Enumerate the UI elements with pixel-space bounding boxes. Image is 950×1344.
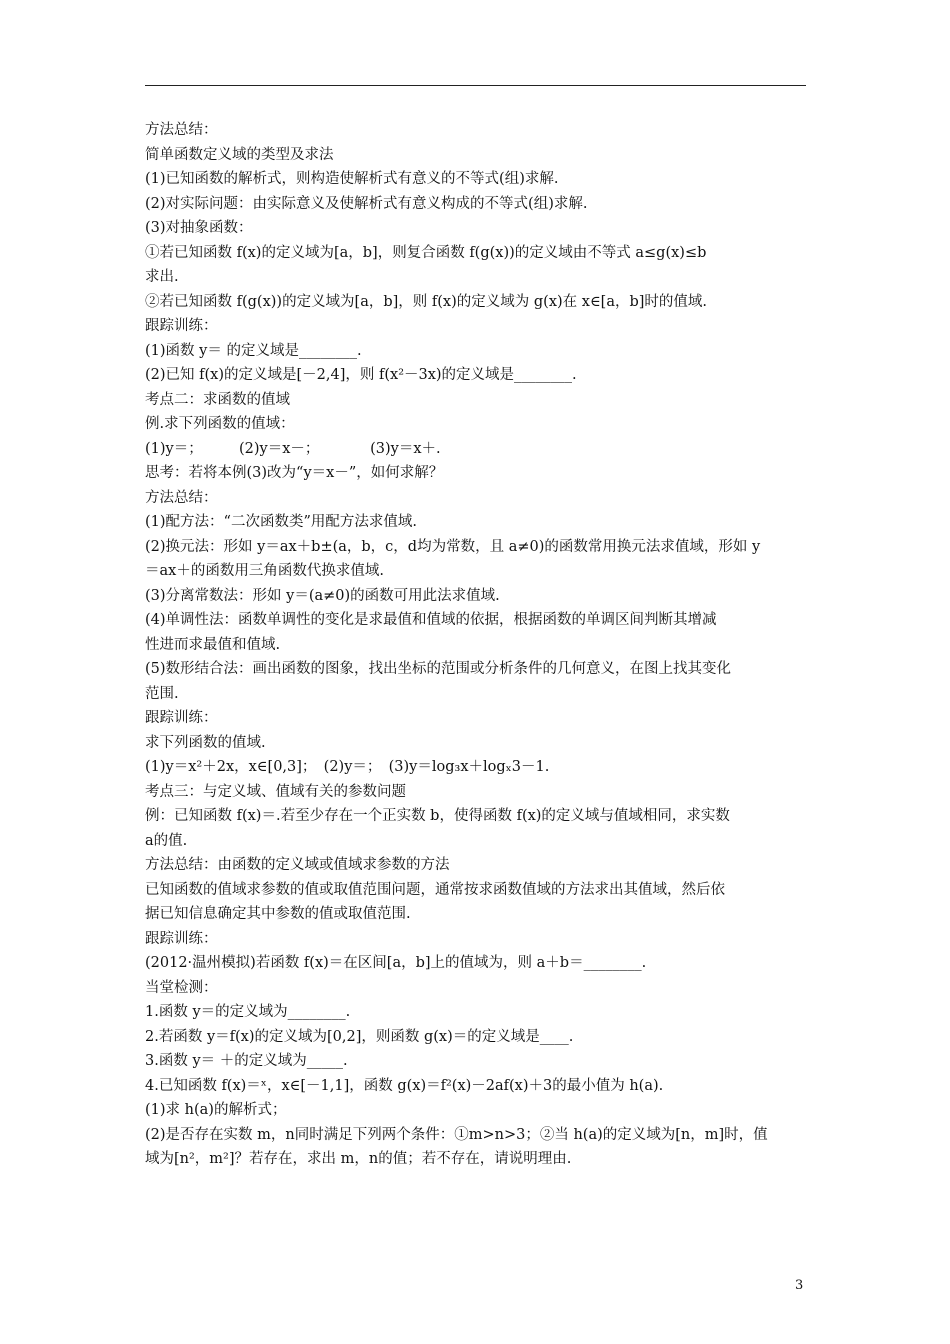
text-line: 考点二：求函数的值域	[145, 391, 290, 408]
text-line: 跟踪训练：	[145, 710, 218, 726]
body-text	[145, 118, 809, 1172]
text-line: 当堂检测：	[145, 979, 218, 996]
text-line: (2)已知 f(x)的定义域是[－2,4]，则 f(x²－3x)的定义域是________.	[145, 367, 577, 383]
text-line: 4.已知函数 f(x)＝ˣ，x∈[－1,1]，函数 g(x)＝f²(x)－2af(x)＋3的最小值为 h(a).	[145, 1077, 664, 1094]
page-number: 3	[795, 1278, 804, 1293]
text-line: (2)对实际问题：由实际意义及使解析式有意义构成的不等式(组)求解.	[145, 195, 588, 212]
text-line: 据已知信息确定其中参数的值或取值范围.	[145, 906, 411, 922]
text-line: (4)单调性法：函数单调性的变化是求最值和值域的依据，根据函数的单调区间判断其增减	[145, 612, 717, 628]
text-line: 求出.	[145, 269, 179, 285]
text-line: (2)是否存在实数 m，n同时满足下列两个条件：①m>n>3；②当 h(a)的定义域为[n，m]时，值	[145, 1126, 768, 1143]
text-line: 已知函数的值域求参数的值或取值范围问题，通常按求函数值域的方法求出其值域，然后依	[145, 881, 725, 898]
text-line: (1)配方法：“二次函数类”用配方法求值域.	[145, 514, 417, 530]
text-line: (1)y＝； (2)y＝x－； (3)y＝x＋.	[145, 440, 441, 457]
text-line: ①若已知函数 f(x)的定义域为[a，b]，则复合函数 f(g(x))的定义域由不等式 a≤g(x)≤b	[145, 244, 707, 261]
text-line: 方法总结：	[145, 122, 218, 138]
text-line: 例.求下列函数的值域：	[145, 416, 295, 432]
text-line: (1)y＝x²＋2x，x∈[0,3]； (2)y＝； (3)y＝log₃x＋logₓ3－1.	[145, 759, 550, 775]
text-line: (3)分离常数法：形如 y＝(a≠0)的函数可用此法求值域.	[145, 587, 500, 604]
text-line: 3.函数 y＝ ＋的定义域为_____.	[145, 1053, 348, 1069]
text-line: (3)对抽象函数：	[145, 220, 253, 236]
text-line: (2012·温州模拟)若函数 f(x)＝在区间[a，b]上的值域为，则 a＋b＝________.	[145, 955, 647, 971]
text-line: 方法总结：	[145, 489, 218, 506]
text-line: (1)已知函数的解析式，则构造使解析式有意义的不等式(组)求解.	[145, 171, 559, 187]
text-line: 2.若函数 y＝f(x)的定义域为[0,2]，则函数 g(x)＝的定义域是____.	[145, 1028, 574, 1045]
text-line: (1)求 h(a)的解析式；	[145, 1102, 287, 1118]
text-line: 域为[n²，m²]？若存在，求出 m，n的值；若不存在，请说明理由.	[145, 1151, 572, 1167]
text-line: 例：已知函数 f(x)＝.若至少存在一个正实数 b，使得函数 f(x)的定义域与值域相同，求实数	[145, 808, 730, 824]
text-line: 1.函数 y＝的定义域为________.	[145, 1004, 351, 1020]
text-line: ②若已知函数 f(g(x))的定义域为[a，b]，则 f(x)的定义域为 g(x)在 x∈[a，b]时的值域.	[145, 293, 708, 310]
text-line: 思考：若将本例(3)改为“y＝x－”，如何求解？	[145, 465, 444, 481]
text-line: (2)换元法：形如 y＝ax＋b±(a，b，c，d均为常数，且 a≠0)的函数常用换元法求值域，形如 y	[145, 538, 761, 555]
text-line: ＝ax＋的函数用三角函数代换求值域.	[145, 563, 384, 579]
text-line: 求下列函数的值域.	[145, 734, 266, 751]
text-line: 简单函数定义域的类型及求法	[145, 146, 334, 163]
text-line: 性进而求最值和值域.	[145, 636, 281, 653]
text-line: (1)函数 y＝ 的定义域是________.	[145, 342, 362, 359]
text-line: 跟踪训练：	[145, 930, 218, 947]
text-line: (5)数形结合法：画出函数的图象，找出坐标的范围或分析条件的几何意义，在图上找其变化	[145, 661, 732, 677]
text-line: a的值.	[145, 832, 188, 849]
text-line: 跟踪训练：	[145, 318, 218, 334]
text-line: 方法总结：由函数的定义域或值域求参数的方法	[145, 857, 450, 873]
header-rule	[145, 85, 806, 86]
text-line: 考点三：与定义域、值域有关的参数问题	[145, 783, 406, 800]
text-line: 范围.	[145, 685, 179, 702]
